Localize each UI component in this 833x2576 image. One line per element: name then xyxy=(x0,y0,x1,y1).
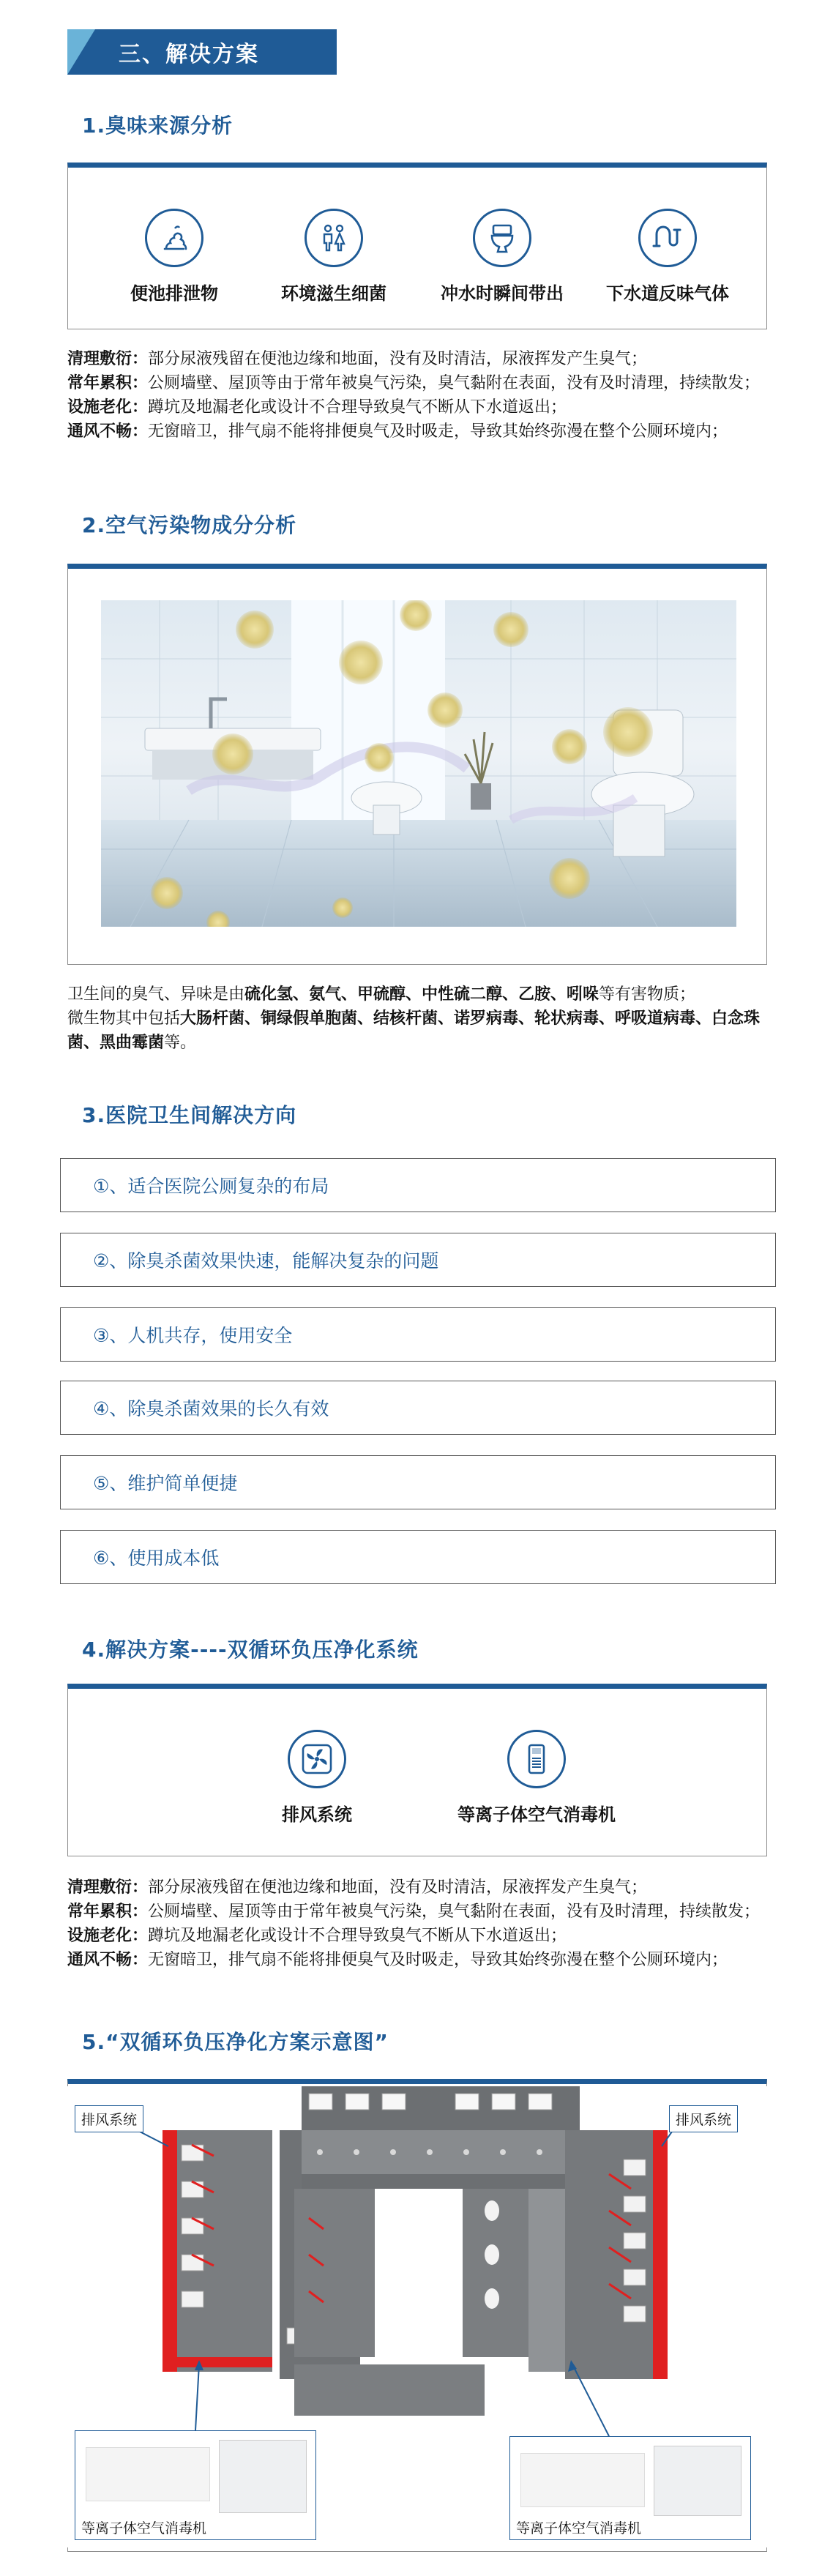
banner-accent xyxy=(67,29,95,75)
device-panel-right xyxy=(654,2446,742,2516)
banner-title: 三、解决方案 xyxy=(119,42,259,67)
callout-exhaust-right: 排风系统 xyxy=(669,2105,738,2132)
callout-exhaust-left: 排风系统 xyxy=(75,2105,143,2132)
flush-toilet-icon xyxy=(473,209,531,267)
plasma-disinfector-icon xyxy=(507,1730,566,1788)
source-label-2: 环境滋生细菌 xyxy=(281,283,386,304)
direction-item-1: ①、适合医院公厕复杂的布局 xyxy=(60,1158,776,1212)
source-item-3 xyxy=(425,209,579,305)
solution-label-exhaust: 排风系统 xyxy=(282,1804,352,1825)
device-image-left xyxy=(86,2447,210,2501)
source-item-2 xyxy=(257,209,411,305)
exhaust-fan-icon xyxy=(288,1730,346,1788)
section-title-odor-source: 1.臭味来源分析 xyxy=(82,113,234,138)
cause-item: 清理敷衍：部分尿液残留在便池边缘和地面，没有及时清洁，尿液挥发产生臭气； xyxy=(67,350,648,368)
device-card-left xyxy=(75,2430,316,2540)
direction-item-4: ④、除臭杀菌效果的长久有效 xyxy=(60,1381,776,1435)
cause-list xyxy=(67,347,770,444)
people-icon xyxy=(305,209,363,267)
source-item-1 xyxy=(97,209,251,305)
solution-cause-list xyxy=(67,1875,770,1972)
solution-label-plasma: 等离子体空气消毒机 xyxy=(457,1804,616,1825)
solution-item-plasma xyxy=(427,1730,646,1826)
section-title-pollutants: 2.空气污染物成分分析 xyxy=(82,513,297,537)
section-title-solution: 4.解决方案----双循环负压净化系统 xyxy=(82,1638,419,1662)
section-banner xyxy=(67,29,337,75)
floor-plan xyxy=(67,2086,767,2547)
section-title-directions: 3.医院卫生间解决方向 xyxy=(82,1103,297,1127)
cause-item: 通风不畅：无窗暗卫，排气扇不能将排便臭气及时吸走，导致其始终弥漫在整个公厕环境内； xyxy=(67,422,728,441)
cause-item: 设施老化：蹲坑及地漏老化或设计不合理导致臭气不断从下水道返出； xyxy=(67,398,567,417)
direction-item-3: ③、人机共存，使用安全 xyxy=(60,1307,776,1362)
cause-item: 通风不畅：无窗暗卫，排气扇不能将排便臭气及时吸走，导致其始终弥漫在整个公厕环境内； xyxy=(67,1951,728,1969)
drain-pipe-icon xyxy=(638,209,697,267)
device-label-left: 等离子体空气消毒机 xyxy=(81,2520,207,2536)
source-label-3: 冲水时瞬间带出 xyxy=(441,283,564,304)
direction-item-6: ⑥、使用成本低 xyxy=(60,1530,776,1584)
cause-item: 常年累积：公厕墙壁、屋顶等由于常年被臭气污染，臭气黏附在表面，没有及时清理，持续散发； xyxy=(67,374,761,392)
bathroom-illustration xyxy=(101,600,736,927)
toilet-waste-icon xyxy=(145,209,203,267)
solution-item-exhaust xyxy=(236,1730,397,1826)
cause-item: 清理敷衍：部分尿液残留在便池边缘和地面，没有及时清洁，尿液挥发产生臭气； xyxy=(67,1878,648,1897)
section-title-diagram: 5.“双循环负压净化方案示意图” xyxy=(82,2030,389,2054)
source-item-4 xyxy=(591,209,744,305)
pollutant-description: 卫生间的臭气、异味是由硫化氢、氨气、甲硫醇、中性硫二醇、乙胺、吲哚等有害物质； 微生物其中包括大肠杆菌、铜绿假单胞菌、结核杆菌、诺罗病毒、轮状病毒、呼吸道病毒、白念珠菌、黑曲霉菌等。 xyxy=(67,985,761,1052)
device-card-right xyxy=(509,2436,751,2540)
bathroom-photo xyxy=(101,600,736,927)
device-image-right xyxy=(520,2453,645,2507)
odor-source-panel xyxy=(67,163,767,329)
cause-item: 常年累积：公厕墙壁、屋顶等由于常年被臭气污染，臭气黏附在表面，没有及时清理，持续散发； xyxy=(67,1903,761,1921)
device-panel-left xyxy=(219,2440,307,2513)
cause-item: 设施老化：蹲坑及地漏老化或设计不合理导致臭气不断从下水道返出； xyxy=(67,1927,567,1945)
direction-item-5: ⑤、维护简单便捷 xyxy=(60,1455,776,1509)
solution-panel xyxy=(67,1684,767,1856)
source-label-1: 便池排泄物 xyxy=(130,283,218,304)
device-label-right: 等离子体空气消毒机 xyxy=(516,2520,642,2536)
source-label-4: 下水道反味气体 xyxy=(606,283,729,304)
direction-item-2: ②、除臭杀菌效果快速，能解决复杂的问题 xyxy=(60,1233,776,1287)
